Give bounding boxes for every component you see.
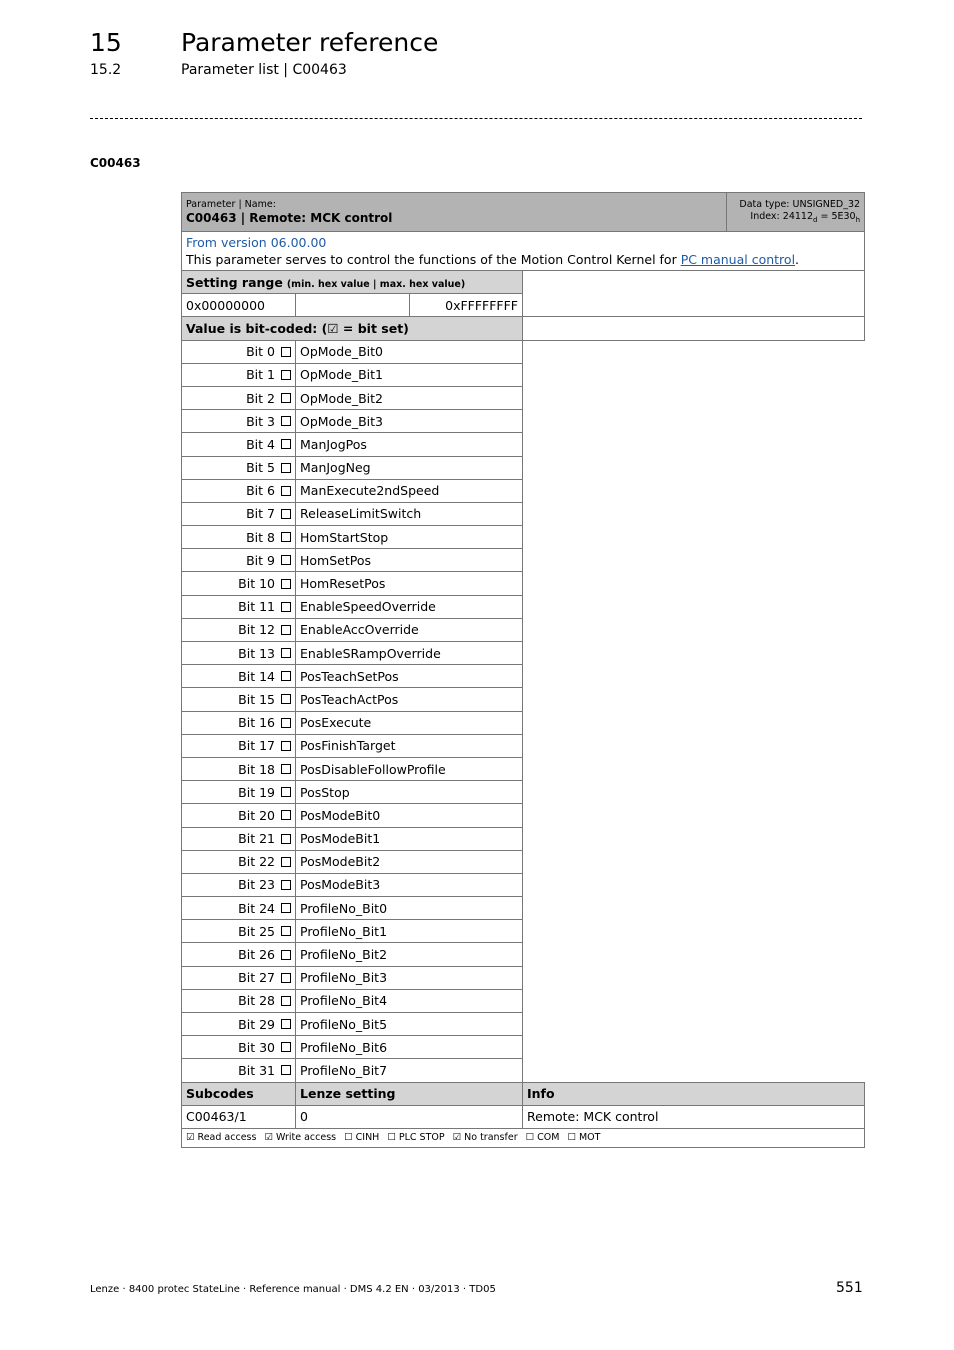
bit-label: Bit 20 xyxy=(238,807,275,823)
bit-label: Bit 2 xyxy=(246,390,275,406)
bit-label: Bit 4 xyxy=(246,436,275,452)
bit-name: PosModeBit3 xyxy=(296,873,523,896)
bit-row xyxy=(182,827,865,850)
bit-name: HomResetPos xyxy=(296,572,523,595)
bit-label-cell xyxy=(182,757,296,780)
bit-name: PosExecute xyxy=(296,711,523,734)
bit-name: EnableSpeedOverride xyxy=(296,595,523,618)
bit-checkbox xyxy=(281,416,291,426)
access-flags xyxy=(182,1128,865,1147)
bit-label-cell xyxy=(182,711,296,734)
bit-label: Bit 13 xyxy=(238,645,275,661)
bit-label: Bit 3 xyxy=(246,413,275,429)
bit-row xyxy=(182,479,865,502)
bit-checkbox xyxy=(281,1065,291,1075)
bit-row xyxy=(182,1036,865,1059)
index-hex: = 5E30 xyxy=(817,210,856,222)
setting-range-header-row xyxy=(182,271,865,294)
setting-range-hint: (min. hex value | max. hex value) xyxy=(286,278,466,290)
access-flag: ☐ CINH xyxy=(344,1132,380,1144)
bit-label-cell xyxy=(182,827,296,850)
bit-label-cell xyxy=(182,410,296,433)
access-flag: ☐ PLC STOP xyxy=(387,1132,445,1144)
index xyxy=(731,211,860,226)
bit-name: OpMode_Bit2 xyxy=(296,386,523,409)
bit-name: PosModeBit1 xyxy=(296,827,523,850)
bit-row xyxy=(182,804,865,827)
bit-label: Bit 24 xyxy=(238,900,275,916)
parameter-header-row xyxy=(182,193,865,232)
bit-label: Bit 28 xyxy=(238,993,275,1009)
bit-row xyxy=(182,850,865,873)
bits-blank-area xyxy=(523,317,865,340)
bit-label: Bit 30 xyxy=(238,1039,275,1055)
parameter-heading: C00463 xyxy=(90,156,141,170)
bit-checkbox xyxy=(281,555,291,565)
bit-name: ProfileNo_Bit6 xyxy=(296,1036,523,1059)
data-type: Data type: UNSIGNED_32 xyxy=(739,198,861,210)
bit-row xyxy=(182,572,865,595)
bit-row xyxy=(182,1013,865,1036)
bit-label: Bit 9 xyxy=(246,552,275,568)
info-header: Info xyxy=(523,1082,865,1105)
bitcoded-header: Value is bit-coded: (☑ = bit set) xyxy=(182,317,523,340)
chapter-title: Parameter reference xyxy=(181,28,439,57)
subcodes-header: Subcodes xyxy=(182,1082,296,1105)
bit-row xyxy=(182,897,865,920)
access-flag: ☑ Write access xyxy=(264,1132,337,1144)
bit-label-cell xyxy=(182,549,296,572)
subcode-row xyxy=(182,1105,865,1128)
bit-name: OpMode_Bit3 xyxy=(296,410,523,433)
bit-label: Bit 21 xyxy=(238,831,275,847)
bit-label: Bit 14 xyxy=(238,668,275,684)
bit-label: Bit 11 xyxy=(238,599,275,615)
bit-name: HomStartStop xyxy=(296,526,523,549)
bit-row xyxy=(182,410,865,433)
max-value: 0xFFFFFFFF xyxy=(410,294,523,317)
bit-label-cell xyxy=(182,943,296,966)
parameter-name: C00463 | Remote: MCK control xyxy=(186,210,393,225)
bit-name: PosTeachActPos xyxy=(296,688,523,711)
bit-name: ProfileNo_Bit2 xyxy=(296,943,523,966)
parameter-name-cell xyxy=(182,193,727,232)
description-text: This parameter serves to control the functions of the Motion Control Kernel for xyxy=(186,252,681,267)
bit-label-cell xyxy=(182,665,296,688)
info: Remote: MCK control xyxy=(523,1105,865,1128)
bit-label-cell xyxy=(182,526,296,549)
bit-label-cell xyxy=(182,688,296,711)
index-sub-d: d xyxy=(813,215,818,224)
access-flag: ☐ MOT xyxy=(567,1132,601,1144)
bit-row xyxy=(182,526,865,549)
subcode: C00463/1 xyxy=(182,1105,296,1128)
bit-label: Bit 6 xyxy=(246,483,275,499)
bit-label-cell xyxy=(182,781,296,804)
description-end: . xyxy=(795,252,800,267)
bit-checkbox xyxy=(281,671,291,681)
bit-checkbox xyxy=(281,532,291,542)
data-type-cell xyxy=(727,193,865,232)
bit-checkbox xyxy=(281,1042,291,1052)
bit-row xyxy=(182,711,865,734)
bit-label-cell xyxy=(182,1036,296,1059)
bit-name: ManJogPos xyxy=(296,433,523,456)
bit-checkbox xyxy=(281,718,291,728)
subcodes-header-row xyxy=(182,1082,865,1105)
bit-label: Bit 7 xyxy=(246,506,275,522)
range-separator-cell xyxy=(296,294,410,317)
bit-checkbox xyxy=(281,393,291,403)
bit-row xyxy=(182,989,865,1012)
bit-label: Bit 8 xyxy=(246,529,275,545)
description xyxy=(186,251,860,268)
bit-label: Bit 16 xyxy=(238,715,275,731)
bit-checkbox xyxy=(281,463,291,473)
bit-row xyxy=(182,734,865,757)
bit-name: PosStop xyxy=(296,781,523,804)
description-row xyxy=(182,232,865,271)
bit-checkbox xyxy=(281,347,291,357)
page-number: 551 xyxy=(836,1280,863,1296)
parameter-name-label: Parameter | Name: xyxy=(186,198,276,210)
bit-label-cell xyxy=(182,1059,296,1082)
bit-checkbox xyxy=(281,370,291,380)
bit-name: ProfileNo_Bit1 xyxy=(296,920,523,943)
bit-label: Bit 19 xyxy=(238,784,275,800)
lenze-setting-header: Lenze setting xyxy=(296,1082,523,1105)
bit-label: Bit 27 xyxy=(238,970,275,986)
bit-row xyxy=(182,642,865,665)
bit-checkbox xyxy=(281,787,291,797)
bit-label: Bit 10 xyxy=(238,576,275,592)
bit-row xyxy=(182,456,865,479)
bit-label: Bit 29 xyxy=(238,1016,275,1032)
bit-name: ReleaseLimitSwitch xyxy=(296,502,523,525)
bit-label-cell xyxy=(182,920,296,943)
bit-checkbox xyxy=(281,926,291,936)
bit-checkbox xyxy=(281,439,291,449)
bit-name: PosModeBit2 xyxy=(296,850,523,873)
bit-checkbox xyxy=(281,810,291,820)
bit-label: Bit 31 xyxy=(238,1062,275,1078)
access-flag: ☐ COM xyxy=(525,1132,560,1144)
bit-row xyxy=(182,688,865,711)
bit-checkbox xyxy=(281,903,291,913)
bit-label-cell xyxy=(182,850,296,873)
bit-checkbox xyxy=(281,509,291,519)
bit-checkbox xyxy=(281,648,291,658)
bit-label-cell xyxy=(182,572,296,595)
access-flag: ☑ No transfer xyxy=(452,1132,518,1144)
version-note: From version 06.00.00 xyxy=(186,235,327,250)
lenze-setting: 0 xyxy=(296,1105,523,1128)
bit-row xyxy=(182,595,865,618)
bit-checkbox xyxy=(281,602,291,612)
bit-checkbox xyxy=(281,973,291,983)
bit-label-cell xyxy=(182,618,296,641)
setting-range-header xyxy=(182,271,523,294)
bit-name: ManExecute2ndSpeed xyxy=(296,479,523,502)
bit-label-cell xyxy=(182,363,296,386)
bit-checkbox xyxy=(281,625,291,635)
bit-row xyxy=(182,502,865,525)
bit-name: ProfileNo_Bit7 xyxy=(296,1059,523,1082)
bit-label-cell xyxy=(182,873,296,896)
bit-label: Bit 15 xyxy=(238,691,275,707)
bit-row xyxy=(182,943,865,966)
access-flag: ☑ Read access xyxy=(186,1132,257,1144)
bit-label: Bit 26 xyxy=(238,947,275,963)
bit-label: Bit 23 xyxy=(238,877,275,893)
bit-name: ProfileNo_Bit5 xyxy=(296,1013,523,1036)
bit-label: Bit 17 xyxy=(238,738,275,754)
bit-row xyxy=(182,665,865,688)
bit-row xyxy=(182,873,865,896)
bit-name: EnableAccOverride xyxy=(296,618,523,641)
bit-name: OpMode_Bit0 xyxy=(296,340,523,363)
bit-row xyxy=(182,363,865,386)
bit-label: Bit 18 xyxy=(238,761,275,777)
bitcoded-header-row xyxy=(182,317,865,340)
bit-checkbox xyxy=(281,996,291,1006)
bit-label-cell xyxy=(182,804,296,827)
bit-label-cell xyxy=(182,989,296,1012)
bit-name: ProfileNo_Bit4 xyxy=(296,989,523,1012)
bit-row xyxy=(182,920,865,943)
setting-range-label: Setting range xyxy=(186,274,283,290)
bit-label-cell xyxy=(182,966,296,989)
bit-label: Bit 0 xyxy=(246,344,275,360)
bit-label-cell xyxy=(182,595,296,618)
bit-label: Bit 5 xyxy=(246,460,275,476)
bit-checkbox xyxy=(281,764,291,774)
bit-checkbox xyxy=(281,486,291,496)
chapter-number: 15 xyxy=(90,28,122,57)
index-prefix: Index: 24112 xyxy=(750,210,814,222)
bit-checkbox xyxy=(281,741,291,751)
index-sub-h: h xyxy=(855,215,861,224)
section-number: 15.2 xyxy=(90,62,122,78)
bit-checkbox xyxy=(281,1019,291,1029)
bit-label-cell xyxy=(182,479,296,502)
bit-row xyxy=(182,757,865,780)
bit-label: Bit 25 xyxy=(238,923,275,939)
bit-label-cell xyxy=(182,734,296,757)
access-row xyxy=(182,1128,865,1147)
bit-label-cell xyxy=(182,897,296,920)
bit-label: Bit 1 xyxy=(246,367,275,383)
bit-row xyxy=(182,966,865,989)
bit-label-cell xyxy=(182,340,296,363)
bit-label: Bit 12 xyxy=(238,622,275,638)
bit-row xyxy=(182,549,865,572)
bit-label-cell xyxy=(182,1013,296,1036)
bit-name: OpMode_Bit1 xyxy=(296,363,523,386)
bit-label: Bit 22 xyxy=(238,854,275,870)
parameter-table xyxy=(181,192,865,1148)
footer-text: Lenze · 8400 protec StateLine · Reference manual · DMS 4.2 EN · 03/2013 · TD05 xyxy=(90,1284,496,1295)
bit-name: EnableSRampOverride xyxy=(296,642,523,665)
description-cell xyxy=(182,232,865,271)
bit-checkbox xyxy=(281,834,291,844)
bit-row xyxy=(182,433,865,456)
bit-label-cell xyxy=(182,456,296,479)
section-title: Parameter list | C00463 xyxy=(181,62,347,78)
pc-manual-control-link[interactable]: PC manual control xyxy=(680,252,796,267)
bit-checkbox xyxy=(281,857,291,867)
bit-name: ProfileNo_Bit0 xyxy=(296,897,523,920)
bit-label-cell xyxy=(182,386,296,409)
bit-name: PosDisableFollowProfile xyxy=(296,757,523,780)
bit-checkbox xyxy=(281,694,291,704)
bit-row xyxy=(182,386,865,409)
bit-name: PosFinishTarget xyxy=(296,734,523,757)
setting-range-blank xyxy=(523,271,865,317)
bit-checkbox xyxy=(281,579,291,589)
min-value: 0x00000000 xyxy=(182,294,296,317)
bit-row xyxy=(182,1059,865,1082)
bit-row xyxy=(182,781,865,804)
bit-name: ManJogNeg xyxy=(296,456,523,479)
bit-row xyxy=(182,340,865,363)
bit-checkbox xyxy=(281,880,291,890)
bit-name: HomSetPos xyxy=(296,549,523,572)
bit-checkbox xyxy=(281,950,291,960)
bit-row xyxy=(182,618,865,641)
separator-line xyxy=(90,118,862,119)
bit-name: PosModeBit0 xyxy=(296,804,523,827)
bit-label-cell xyxy=(182,502,296,525)
bit-name: ProfileNo_Bit3 xyxy=(296,966,523,989)
bit-label-cell xyxy=(182,642,296,665)
bit-name: PosTeachSetPos xyxy=(296,665,523,688)
bit-label-cell xyxy=(182,433,296,456)
